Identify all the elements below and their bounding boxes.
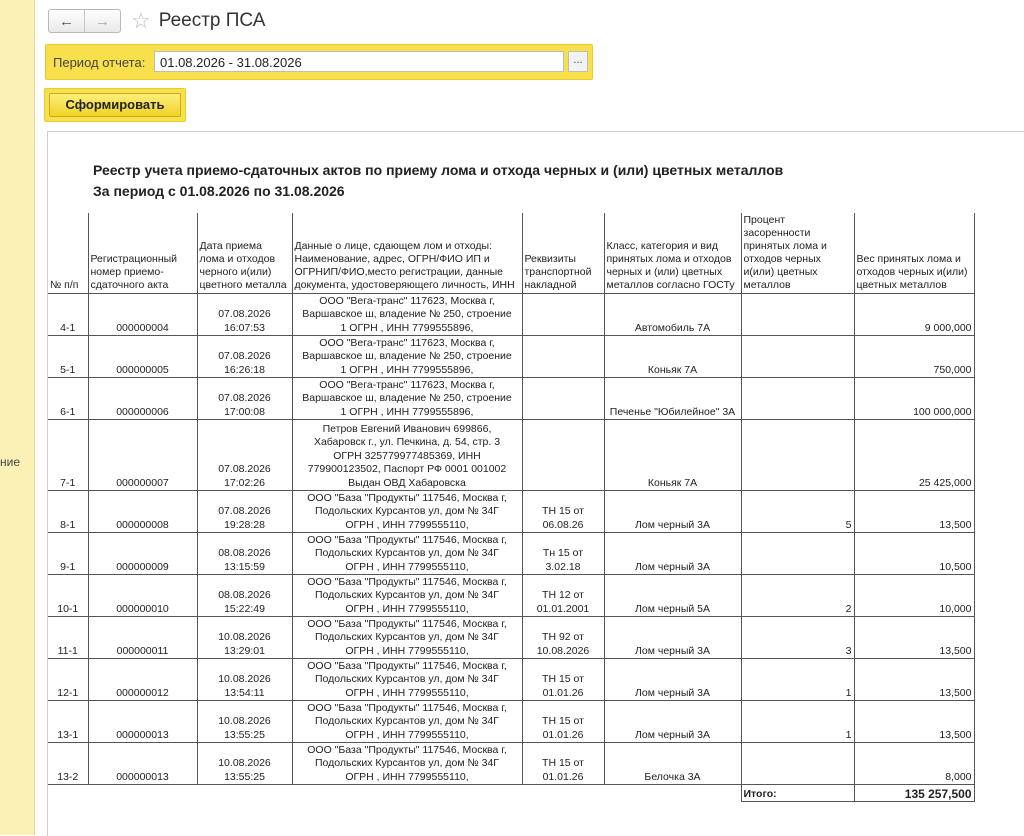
cell-class: Автомобиль 7А (604, 294, 741, 336)
cell-waybill (522, 336, 604, 378)
waybill-line: 01.01.2001 (536, 602, 590, 615)
cell-percent (741, 420, 854, 491)
cell-person (292, 575, 522, 617)
cell-num: 5-1 (48, 336, 88, 378)
column-header: Процент засоренности принятых лома и отходов черных и(или) цветных металлов (741, 213, 854, 294)
person-line: Хабаровск г., ул. Печкина, д. 54, стр. 3 (313, 436, 501, 448)
page-title: Реестр ПСА (158, 10, 266, 31)
person-line: Подольских Курсантов ул, дом № 34Г (315, 631, 499, 643)
person-line: ОГРН 325779977485369, ИНН (333, 449, 481, 462)
date-line: 07.08.2026 (218, 350, 271, 362)
person-line: Петров Евгений Иванович 699866, (322, 422, 492, 435)
forward-arrow-icon[interactable]: → (84, 10, 120, 32)
table-row[interactable] (48, 743, 974, 785)
person-line: ОГРН , ИНН 7799555110, (345, 560, 469, 573)
time-line: 13:29:01 (224, 644, 265, 657)
period-select-button[interactable]: ... (568, 51, 588, 72)
column-header: Дата приема лома и отходов черного и(или) цветного металла (197, 213, 292, 294)
time-line: 17:02:26 (224, 476, 265, 489)
person-line: ОГРН , ИНН 7799555110, (345, 728, 469, 741)
period-input[interactable]: 01.08.2026 - 31.08.2026 (154, 51, 564, 72)
cell-waybill (522, 743, 604, 785)
cell-reg: 000000013 (88, 701, 197, 743)
table-row[interactable] (48, 378, 974, 420)
cell-waybill (522, 294, 604, 336)
form-button-frame (44, 88, 186, 122)
report-title (93, 160, 783, 202)
date-line: 07.08.2026 (218, 308, 271, 320)
person-line: Варшавское ш, владение № 250, строение (302, 350, 512, 362)
cell-num: 4-1 (48, 294, 88, 336)
cell-waybill (522, 701, 604, 743)
cell-reg: 000000010 (88, 575, 197, 617)
waybill-line: Тн 15 от (542, 547, 584, 559)
table-row[interactable] (48, 336, 974, 378)
toolbar (48, 8, 265, 34)
column-header: Класс, категория и вид принятых лома и отходов черных и (или) цветных металлов согласно ГОСТу (604, 213, 741, 294)
waybill-line: 06.08.26 (542, 518, 584, 531)
cell-reg: 000000007 (88, 420, 197, 491)
cell-date (197, 378, 292, 420)
cell-percent: 5 (741, 491, 854, 533)
table-row[interactable] (48, 659, 974, 701)
cell-waybill (522, 533, 604, 575)
cell-date (197, 701, 292, 743)
cell-num: 7-1 (48, 420, 88, 491)
cell-date (197, 575, 292, 617)
person-line: Подольских Курсантов ул, дом № 34Г (315, 505, 499, 517)
cell-date (197, 420, 292, 491)
total-label: Итого: (741, 785, 854, 802)
cell-num: 6-1 (48, 378, 88, 420)
person-line: Подольских Курсантов ул, дом № 34Г (315, 715, 499, 727)
cell-percent: 3 (741, 617, 854, 659)
person-line: 1 ОГРН , ИНН 7799555896, (340, 363, 474, 376)
person-line: ООО "База "Продукты" 117546, Москва г, (307, 533, 507, 546)
cell-reg: 000000009 (88, 533, 197, 575)
cell-date (197, 743, 292, 785)
cell-class: Коньяк 7А (604, 336, 741, 378)
time-line: 13:55:25 (224, 728, 265, 741)
time-line: 16:07:53 (224, 321, 265, 334)
time-line: 17:00:08 (224, 405, 265, 418)
waybill-line: 3.02.18 (545, 560, 581, 573)
cell-waybill (522, 491, 604, 533)
waybill-line: 01.01.26 (542, 770, 584, 783)
waybill-line: ТН 15 от (542, 757, 584, 769)
waybill-line: 01.01.26 (542, 686, 584, 699)
cell-reg: 000000006 (88, 378, 197, 420)
cell-reg: 000000011 (88, 617, 197, 659)
waybill-line: ТН 92 от (542, 631, 584, 643)
person-line: Подольских Курсантов ул, дом № 34Г (315, 757, 499, 769)
cell-num: 9-1 (48, 533, 88, 575)
cell-num: 13-1 (48, 701, 88, 743)
time-line: 13:55:25 (224, 770, 265, 783)
cell-class: Белочка 3А (604, 743, 741, 785)
person-line: ООО "База "Продукты" 117546, Москва г, (307, 617, 507, 630)
cell-weight: 13,500 (854, 617, 974, 659)
period-field-group (45, 44, 593, 80)
table-row[interactable] (48, 533, 974, 575)
cell-person (292, 491, 522, 533)
date-line: 07.08.2026 (218, 392, 271, 404)
time-line: 13:15:59 (224, 560, 265, 573)
cell-weight: 13,500 (854, 701, 974, 743)
cell-num: 8-1 (48, 491, 88, 533)
person-line: ОГРН , ИНН 7799555110, (345, 770, 469, 783)
waybill-line: ТН 15 от (542, 715, 584, 727)
cell-weight: 13,500 (854, 659, 974, 701)
waybill-line: 01.01.26 (542, 728, 584, 741)
person-line: ОГРН , ИНН 7799555110, (345, 644, 469, 657)
person-line: 1 ОГРН , ИНН 7799555896, (340, 405, 474, 418)
cell-person (292, 533, 522, 575)
cell-percent: 1 (741, 701, 854, 743)
cell-waybill (522, 659, 604, 701)
person-line: ОГРН , ИНН 7799555110, (345, 686, 469, 699)
cell-class: Печенье "Юбилейное" 3А (604, 378, 741, 420)
table-row[interactable] (48, 617, 974, 659)
cell-date (197, 533, 292, 575)
date-line: 10.08.2026 (218, 631, 271, 643)
time-line: 16:26:18 (224, 363, 265, 376)
cell-percent (741, 378, 854, 420)
total-row (48, 785, 974, 802)
cell-person (292, 743, 522, 785)
time-line: 15:22:49 (224, 602, 265, 615)
person-line: ООО "База "Продукты" 117546, Москва г, (307, 575, 507, 588)
cell-reg: 000000004 (88, 294, 197, 336)
person-line: Подольских Курсантов ул, дом № 34Г (315, 673, 499, 685)
person-line: ООО "База "Продукты" 117546, Москва г, (307, 491, 507, 504)
report-document (47, 131, 1024, 836)
cell-class: Лом черный 3А (604, 533, 741, 575)
cell-percent: 2 (741, 575, 854, 617)
date-line: 08.08.2026 (218, 547, 271, 559)
cell-class: Лом черный 3А (604, 617, 741, 659)
nav-buttons (48, 9, 121, 33)
cell-person (292, 659, 522, 701)
cell-date (197, 491, 292, 533)
cell-num: 12-1 (48, 659, 88, 701)
column-header: Реквизиты транспортной накладной (522, 213, 604, 294)
report-title-line1: Реестр учета приемо-сдаточных актов по приему лома и отхода черных и (или) цветных металлов (93, 162, 784, 178)
date-line: 08.08.2026 (218, 589, 271, 601)
cell-percent: 1 (741, 659, 854, 701)
cell-num: 11-1 (48, 617, 88, 659)
cell-reg: 000000005 (88, 336, 197, 378)
table-header-row (48, 213, 974, 294)
person-line: Выдан ОВД Хабаровска (348, 476, 466, 489)
date-line: 07.08.2026 (218, 463, 271, 475)
person-line: ООО "База "Продукты" 117546, Москва г, (307, 701, 507, 714)
cell-num: 10-1 (48, 575, 88, 617)
cell-weight: 8,000 (854, 743, 974, 785)
cell-person (292, 701, 522, 743)
person-line: Подольских Курсантов ул, дом № 34Г (315, 589, 499, 601)
table-row[interactable] (48, 701, 974, 743)
cell-weight: 9 000,000 (854, 294, 974, 336)
cell-person (292, 420, 522, 491)
person-line: ОГРН , ИНН 7799555110, (345, 602, 469, 615)
column-header: Регистрационный номер приемо-сдаточного акта (88, 213, 197, 294)
cell-weight: 25 425,000 (854, 420, 974, 491)
waybill-line: ТН 15 от (542, 673, 584, 685)
person-line: ООО "База "Продукты" 117546, Москва г, (307, 743, 507, 756)
cell-percent (741, 294, 854, 336)
cell-date (197, 336, 292, 378)
cell-reg: 000000008 (88, 491, 197, 533)
form-report-button[interactable]: Сформировать (49, 93, 181, 117)
time-line: 19:28:28 (224, 518, 265, 531)
cell-reg: 000000013 (88, 743, 197, 785)
cell-weight: 13,500 (854, 491, 974, 533)
date-line: 07.08.2026 (218, 505, 271, 517)
cell-waybill (522, 420, 604, 491)
cell-waybill (522, 378, 604, 420)
date-line: 10.08.2026 (218, 757, 271, 769)
cell-date (197, 294, 292, 336)
back-arrow-icon[interactable]: ← (59, 12, 74, 30)
date-line: 10.08.2026 (218, 673, 271, 685)
cell-class: Лом черный 3А (604, 701, 741, 743)
cell-person (292, 336, 522, 378)
cell-class: Коньяк 7А (604, 420, 741, 491)
waybill-line: 10.08.2026 (536, 644, 590, 657)
cell-waybill (522, 617, 604, 659)
left-panel (0, 0, 35, 835)
person-line: ООО "Вега-транс" 117623, Москва г, (319, 294, 495, 307)
person-line: ООО "База "Продукты" 117546, Москва г, (307, 659, 507, 672)
cell-person (292, 294, 522, 336)
person-line: Варшавское ш, владение № 250, строение (302, 392, 512, 404)
report-table (48, 213, 975, 802)
table-row[interactable] (48, 420, 974, 491)
cell-weight: 10,000 (854, 575, 974, 617)
person-line: ООО "Вега-транс" 117623, Москва г, (319, 336, 495, 349)
waybill-line: ТН 12 от (542, 589, 584, 601)
person-line: 779900123502, Паспорт РФ 0001 001002 (307, 463, 507, 475)
period-label: Период отчета: (53, 55, 146, 70)
person-line: Варшавское ш, владение № 250, строение (302, 308, 512, 320)
table-row[interactable] (48, 491, 974, 533)
cell-person (292, 617, 522, 659)
table-row[interactable] (48, 575, 974, 617)
total-value: 135 257,500 (854, 785, 974, 802)
cell-percent (741, 743, 854, 785)
cell-reg: 000000012 (88, 659, 197, 701)
cell-weight: 10,500 (854, 533, 974, 575)
cell-percent (741, 533, 854, 575)
report-title-line2: За период с 01.08.2026 по 31.08.2026 (93, 183, 345, 199)
time-line: 13:54:11 (224, 686, 265, 699)
cell-date (197, 659, 292, 701)
cell-class: Лом черный 3А (604, 659, 741, 701)
date-line: 10.08.2026 (218, 715, 271, 727)
cell-waybill (522, 575, 604, 617)
person-line: ООО "Вега-транс" 117623, Москва г, (319, 378, 495, 391)
cell-percent (741, 336, 854, 378)
cell-weight: 750,000 (854, 336, 974, 378)
column-header: Данные о лице, сдающем лом и отходы: Наименование, адрес, ОГРН/ФИО ИП и ОГРНИП/ФИО,место регистрации, данные документа, удостоверяющего личность, ИНН (292, 213, 522, 294)
person-line: Подольских Курсантов ул, дом № 34Г (315, 547, 499, 559)
cell-class: Лом черный 3А (604, 491, 741, 533)
cell-person (292, 378, 522, 420)
cell-date (197, 617, 292, 659)
cell-weight: 100 000,000 (854, 378, 974, 420)
person-line: 1 ОГРН , ИНН 7799555896, (340, 321, 474, 334)
left-panel-text: ние (0, 455, 21, 469)
table-row[interactable] (48, 294, 974, 336)
favorite-star-icon[interactable]: ☆ (131, 8, 151, 33)
cell-num: 13-2 (48, 743, 88, 785)
person-line: ОГРН , ИНН 7799555110, (345, 518, 469, 531)
column-header: № п/п (48, 213, 88, 294)
waybill-line: ТН 15 от (542, 505, 584, 517)
column-header: Вес принятых лома и отходов черных и(или) цветных металлов (854, 213, 974, 294)
cell-class: Лом черный 5А (604, 575, 741, 617)
